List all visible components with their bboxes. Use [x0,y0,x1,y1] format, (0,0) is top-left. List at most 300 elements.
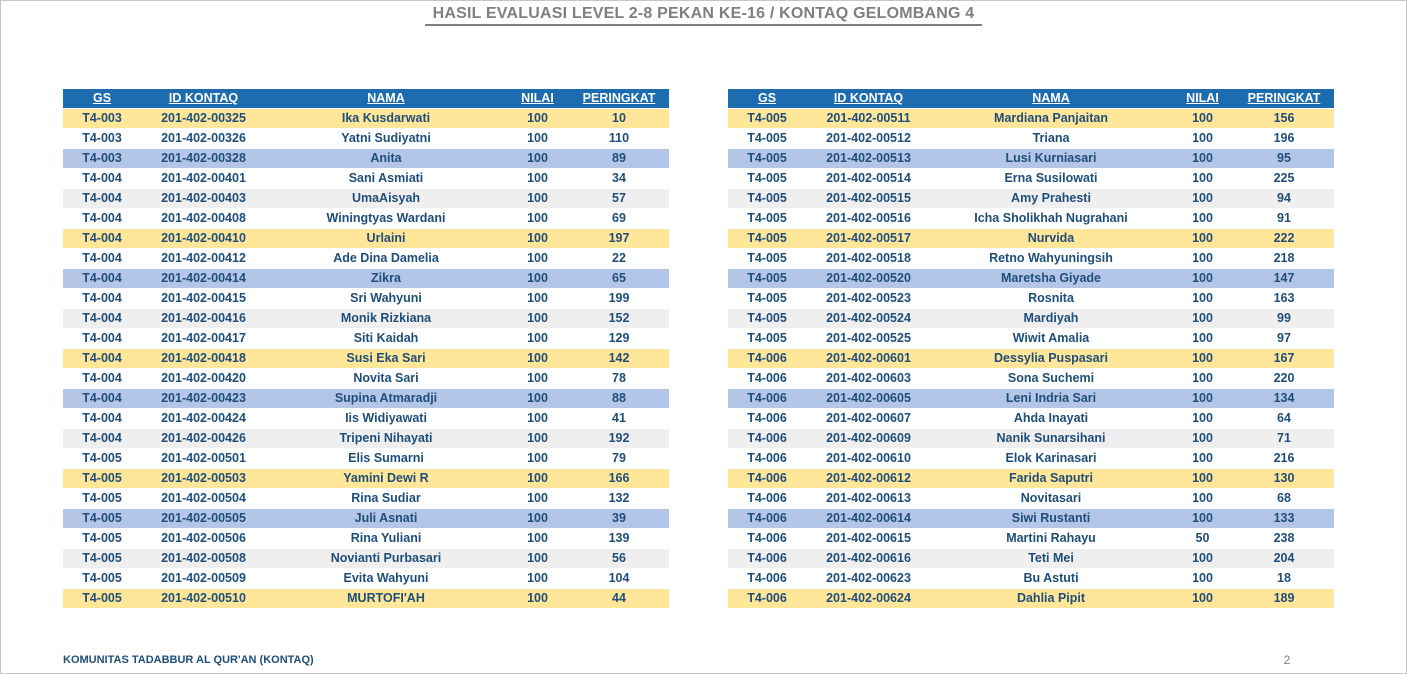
cell-nilai: 100 [527,311,548,325]
column-header-id-kontaq: ID KONTAQ [168,91,239,105]
cell-gs: T4-004 [82,411,122,425]
cell-peringkat: 204 [1273,551,1295,565]
cell-id-kontaq: 201-402-00424 [161,411,246,425]
cell-nilai: 100 [1192,511,1213,525]
cell-nama: Zikra [371,271,401,285]
cell-peringkat: 225 [1273,171,1295,185]
cell-id-kontaq: 201-402-00603 [826,371,911,385]
cell-peringkat: 192 [608,431,630,445]
cell-nilai: 100 [1192,291,1213,305]
table-row [728,468,1334,488]
cell-nilai: 100 [527,511,548,525]
cell-gs: T4-005 [747,171,787,185]
cell-nama: Elis Sumarni [348,451,424,465]
cell-gs: T4-004 [82,351,122,365]
column-header-nama: NAMA [1032,91,1070,105]
cell-nama: Novitasari [1020,491,1082,505]
cell-id-kontaq: 201-402-00514 [826,171,911,185]
cell-gs: T4-006 [747,431,787,445]
cell-id-kontaq: 201-402-00417 [161,331,246,345]
cell-peringkat: 44 [612,591,626,605]
cell-id-kontaq: 201-402-00508 [161,551,246,565]
cell-nama: MURTOFI'AH [347,591,425,605]
cell-nama: Juli Asnati [354,511,418,525]
table-header-right [728,89,1334,108]
cell-gs: T4-006 [747,551,787,565]
cell-gs: T4-006 [747,531,787,545]
cell-nilai: 100 [527,571,548,585]
cell-gs: T4-005 [747,211,787,225]
cell-id-kontaq: 201-402-00509 [161,571,246,585]
cell-id-kontaq: 201-402-00505 [161,511,246,525]
cell-id-kontaq: 201-402-00423 [161,391,246,405]
cell-id-kontaq: 201-402-00504 [161,491,246,505]
cell-peringkat: 91 [1277,211,1291,225]
cell-peringkat: 99 [1277,311,1291,325]
cell-nilai: 100 [527,491,548,505]
cell-nilai: 100 [527,591,548,605]
cell-gs: T4-005 [747,331,787,345]
cell-gs: T4-004 [82,271,122,285]
cell-id-kontaq: 201-402-00612 [826,471,911,485]
cell-nilai: 100 [527,431,548,445]
cell-peringkat: 71 [1277,431,1291,445]
cell-nilai: 100 [1192,171,1213,185]
cell-gs: T4-004 [82,391,122,405]
table-row [63,548,669,568]
column-header-nama: NAMA [367,91,405,105]
cell-peringkat: 152 [608,311,630,325]
cell-gs: T4-003 [82,111,122,125]
cell-nilai: 100 [1192,111,1213,125]
table-row [728,328,1334,348]
cell-id-kontaq: 201-402-00515 [826,191,911,205]
cell-gs: T4-006 [747,511,787,525]
cell-peringkat: 216 [1273,451,1295,465]
cell-id-kontaq: 201-402-00609 [826,431,911,445]
table-row [728,568,1334,588]
cell-id-kontaq: 201-402-00601 [826,351,911,365]
cell-id-kontaq: 201-402-00511 [826,111,911,125]
cell-nama: Siwi Rustanti [1011,511,1091,525]
cell-nilai: 100 [1192,571,1213,585]
table-row [728,208,1334,228]
page-number: 2 [1283,653,1291,667]
cell-nama: Rina Yuliani [350,531,422,545]
table-row [63,268,669,288]
cell-id-kontaq: 201-402-00513 [826,151,911,165]
cell-nilai: 100 [527,291,548,305]
cell-peringkat: 10 [612,111,626,125]
cell-id-kontaq: 201-402-00506 [161,531,246,545]
cell-nama: Sri Wahyuni [350,291,422,305]
table-row [63,348,669,368]
table-row [63,288,669,308]
cell-nama: Supina Atmaradji [334,391,438,405]
cell-nama: Sani Asmiati [348,171,424,185]
cell-gs: T4-004 [82,311,122,325]
cell-peringkat: 129 [608,331,630,345]
cell-gs: T4-004 [82,171,122,185]
cell-peringkat: 88 [612,391,626,405]
table-body-left [63,108,669,608]
cell-peringkat: 199 [608,291,630,305]
cell-id-kontaq: 201-402-00524 [826,311,911,325]
footer-org-name: KOMUNITAS TADABBUR AL QUR'AN (KONTAQ) [63,654,314,666]
results-table-right [728,89,1334,608]
cell-peringkat: 78 [612,371,626,385]
cell-peringkat: 220 [1273,371,1295,385]
cell-peringkat: 39 [612,511,626,525]
cell-id-kontaq: 201-402-00510 [161,591,246,605]
cell-nilai: 100 [1192,371,1213,385]
column-header-nilai: NILAI [1186,91,1219,105]
cell-nama: Lusi Kurniasari [1005,151,1097,165]
page-title [1,5,1406,26]
table-row [728,308,1334,328]
cell-id-kontaq: 201-402-00624 [826,591,911,605]
cell-nama: Sona Suchemi [1007,371,1095,385]
cell-id-kontaq: 201-402-00426 [161,431,246,445]
cell-nama: Triana [1032,131,1070,145]
cell-peringkat: 130 [1273,471,1295,485]
cell-gs: T4-006 [747,491,787,505]
cell-nilai: 100 [1192,231,1213,245]
cell-peringkat: 69 [612,211,626,225]
cell-gs: T4-005 [82,551,122,565]
cell-nilai: 100 [1192,591,1213,605]
cell-gs: T4-005 [82,591,122,605]
cell-nama: Iis Widiyawati [345,411,427,425]
cell-nilai: 100 [527,551,548,565]
cell-peringkat: 147 [1273,271,1295,285]
cell-peringkat: 139 [608,531,630,545]
cell-gs: T4-006 [747,451,787,465]
table-row [728,268,1334,288]
cell-id-kontaq: 201-402-00517 [826,231,911,245]
cell-nilai: 100 [527,451,548,465]
table-row [63,448,669,468]
cell-peringkat: 110 [608,131,630,145]
table-row [728,448,1334,468]
cell-nama: Yamini Dewi R [343,471,429,485]
cell-nama: Susi Eka Sari [346,351,426,365]
cell-nilai: 100 [527,351,548,365]
cell-nama: Rina Sudiar [351,491,421,505]
cell-peringkat: 166 [608,471,630,485]
cell-peringkat: 97 [1277,331,1291,345]
cell-gs: T4-005 [747,151,787,165]
table-row [63,508,669,528]
cell-gs: T4-005 [82,491,122,505]
cell-gs: T4-004 [82,371,122,385]
table-row [728,408,1334,428]
cell-gs: T4-006 [747,591,787,605]
cell-peringkat: 167 [1273,351,1295,365]
cell-nilai: 100 [1192,411,1213,425]
cell-nama: Tripeni Nihayati [339,431,433,445]
cell-nilai: 100 [1192,551,1213,565]
cell-id-kontaq: 201-402-00516 [826,211,911,225]
cell-gs: T4-003 [82,131,122,145]
cell-nilai: 100 [527,231,548,245]
cell-gs: T4-005 [747,231,787,245]
cell-nama: Novianti Purbasari [330,551,442,565]
cell-nama: Yatni Sudiyatni [341,131,431,145]
cell-nama: Bu Astuti [1023,571,1079,585]
cell-nilai: 100 [527,131,548,145]
table-row [728,348,1334,368]
cell-nilai: 100 [527,111,548,125]
cell-peringkat: 22 [612,251,626,265]
cell-peringkat: 142 [608,351,630,365]
cell-id-kontaq: 201-402-00518 [826,251,911,265]
cell-nama: Retno Wahyuningsih [989,251,1113,265]
cell-id-kontaq: 201-402-00501 [161,451,246,465]
cell-nilai: 100 [527,471,548,485]
cell-gs: T4-004 [82,211,122,225]
cell-nama: Nanik Sunarsihani [996,431,1106,445]
table-row [63,308,669,328]
cell-nilai: 100 [527,391,548,405]
cell-gs: T4-004 [82,331,122,345]
cell-peringkat: 104 [608,571,630,585]
cell-id-kontaq: 201-402-00328 [161,151,246,165]
cell-gs: T4-005 [82,531,122,545]
cell-gs: T4-005 [747,191,787,205]
cell-id-kontaq: 201-402-00605 [826,391,911,405]
cell-peringkat: 64 [1277,411,1291,425]
cell-nilai: 100 [1192,271,1213,285]
cell-nilai: 100 [1192,211,1213,225]
cell-gs: T4-005 [82,471,122,485]
table-row [728,228,1334,248]
cell-peringkat: 218 [1273,251,1295,265]
cell-gs: T4-006 [747,351,787,365]
cell-peringkat: 133 [1273,511,1295,525]
cell-gs: T4-003 [82,151,122,165]
cell-id-kontaq: 201-402-00418 [161,351,246,365]
table-body-right [728,108,1334,608]
cell-nama: Elok Karinasari [1005,451,1097,465]
cell-nama: Anita [370,151,402,165]
cell-nama: Mardiyah [1023,311,1079,325]
cell-peringkat: 34 [612,171,626,185]
cell-nama: Farida Saputri [1008,471,1094,485]
cell-nilai: 100 [527,211,548,225]
cell-peringkat: 189 [1273,591,1295,605]
cell-nilai: 100 [527,531,548,545]
table-row [63,208,669,228]
cell-peringkat: 132 [608,491,630,505]
cell-nama: UmaAisyah [351,191,421,205]
cell-nama: Evita Wahyuni [343,571,429,585]
table-row [63,428,669,448]
cell-nilai: 100 [1192,451,1213,465]
cell-peringkat: 79 [612,451,626,465]
cell-nama: Dahlia Pipit [1016,591,1086,605]
cell-nama: Nurvida [1027,231,1075,245]
cell-id-kontaq: 201-402-00615 [826,531,911,545]
cell-id-kontaq: 201-402-00410 [161,231,246,245]
cell-nama: Teti Mei [1028,551,1074,565]
table-row [63,528,669,548]
table-row [63,488,669,508]
cell-peringkat: 163 [1273,291,1295,305]
results-table-left [63,89,669,608]
cell-peringkat: 18 [1277,571,1291,585]
table-row [728,288,1334,308]
table-row [63,408,669,428]
table-row [728,168,1334,188]
cell-nilai: 100 [1192,431,1213,445]
cell-peringkat: 57 [612,191,626,205]
cell-id-kontaq: 201-402-00614 [826,511,911,525]
column-header-peringkat: PERINGKAT [582,91,656,105]
table-row [728,148,1334,168]
cell-id-kontaq: 201-402-00416 [161,311,246,325]
cell-nilai: 100 [1192,331,1213,345]
cell-peringkat: 197 [608,231,630,245]
table-header-left [63,89,669,108]
cell-nilai: 100 [527,271,548,285]
cell-id-kontaq: 201-402-00610 [826,451,911,465]
cell-nilai: 100 [1192,251,1213,265]
column-header-peringkat: PERINGKAT [1247,91,1321,105]
table-row [728,528,1334,548]
cell-nilai: 100 [527,411,548,425]
cell-peringkat: 134 [1273,391,1295,405]
cell-id-kontaq: 201-402-00420 [161,371,246,385]
cell-nama: Martini Rahayu [1006,531,1096,545]
cell-nama: Mardiana Panjaitan [994,111,1108,125]
table-row [728,588,1334,608]
cell-id-kontaq: 201-402-00523 [826,291,911,305]
table-row [728,108,1334,128]
table-row [63,368,669,388]
cell-nama: Leni Indria Sari [1005,391,1097,405]
table-row [728,128,1334,148]
cell-nama: Dessylia Puspasari [994,351,1108,365]
cell-nama: Maretsha Giyade [1000,271,1102,285]
table-row [63,228,669,248]
table-row [63,568,669,588]
cell-id-kontaq: 201-402-00613 [826,491,911,505]
cell-nilai: 100 [1192,151,1213,165]
cell-nama: Siti Kaidah [353,331,419,345]
cell-gs: T4-005 [747,131,787,145]
cell-peringkat: 196 [1273,131,1295,145]
cell-nama: Amy Prahesti [1011,191,1091,205]
cell-nama: Winingtyas Wardani [326,211,446,225]
cell-id-kontaq: 201-402-00607 [826,411,911,425]
cell-id-kontaq: 201-402-00326 [161,131,246,145]
header-row [728,89,1334,108]
cell-gs: T4-006 [747,471,787,485]
cell-nama: Icha Sholikhah Nugrahani [974,211,1128,225]
table-row [63,188,669,208]
cell-nama: Monik Rizkiana [340,311,432,325]
cell-id-kontaq: 201-402-00414 [161,271,246,285]
cell-nilai: 100 [1192,311,1213,325]
table-row [728,388,1334,408]
table-row [63,128,669,148]
table-row [63,148,669,168]
cell-id-kontaq: 201-402-00503 [161,471,246,485]
cell-nama: Rosnita [1028,291,1074,305]
cell-id-kontaq: 201-402-00525 [826,331,911,345]
cell-nilai: 100 [527,331,548,345]
cell-nama: Urlaini [366,231,406,245]
cell-id-kontaq: 201-402-00325 [161,111,246,125]
cell-nama: Ade Dina Damelia [333,251,439,265]
cell-id-kontaq: 201-402-00401 [161,171,246,185]
cell-id-kontaq: 201-402-00403 [161,191,246,205]
cell-gs: T4-004 [82,291,122,305]
table-row [728,488,1334,508]
table-row [728,428,1334,448]
cell-nilai: 100 [527,371,548,385]
cell-nilai: 50 [1195,531,1210,545]
cell-gs: T4-006 [747,391,787,405]
cell-nilai: 100 [1192,131,1213,145]
cell-nilai: 100 [527,171,548,185]
cell-gs: T4-005 [747,111,787,125]
cell-peringkat: 41 [612,411,626,425]
cell-nilai: 100 [527,151,548,165]
table-row [63,588,669,608]
cell-gs: T4-005 [747,271,787,285]
table-row [728,508,1334,528]
cell-nama: Ahda Inayati [1013,411,1089,425]
cell-nilai: 100 [1192,491,1213,505]
cell-gs: T4-005 [747,311,787,325]
cell-nilai: 100 [1192,471,1213,485]
cell-nilai: 100 [527,191,548,205]
cell-peringkat: 222 [1273,231,1295,245]
cell-nilai: 100 [1192,351,1213,365]
table-row [63,108,669,128]
table-row [728,548,1334,568]
cell-gs: T4-004 [82,431,122,445]
column-header-nilai: NILAI [521,91,554,105]
cell-peringkat: 56 [612,551,626,565]
table-row [728,368,1334,388]
cell-peringkat: 89 [612,151,626,165]
cell-peringkat: 94 [1277,191,1291,205]
cell-nilai: 100 [1192,391,1213,405]
column-header-gs: GS [92,91,112,105]
column-header-id-kontaq: ID KONTAQ [833,91,904,105]
cell-gs: T4-004 [82,231,122,245]
cell-gs: T4-004 [82,251,122,265]
cell-gs: T4-005 [82,511,122,525]
cell-gs: T4-006 [747,571,787,585]
table-row [63,248,669,268]
table-row [728,188,1334,208]
cell-id-kontaq: 201-402-00415 [161,291,246,305]
table-row [63,468,669,488]
cell-id-kontaq: 201-402-00512 [826,131,911,145]
column-header-gs: GS [757,91,777,105]
cell-nama: Wiwit Amalia [1012,331,1090,345]
cell-id-kontaq: 201-402-00616 [826,551,911,565]
cell-id-kontaq: 201-402-00520 [826,271,911,285]
cell-gs: T4-004 [82,191,122,205]
page-title-text: HASIL EVALUASI LEVEL 2-8 PEKAN KE-16 / KONTAQ GELOMBANG 4 [425,5,983,26]
cell-nilai: 100 [527,251,548,265]
cell-nama: Novita Sari [353,371,419,385]
